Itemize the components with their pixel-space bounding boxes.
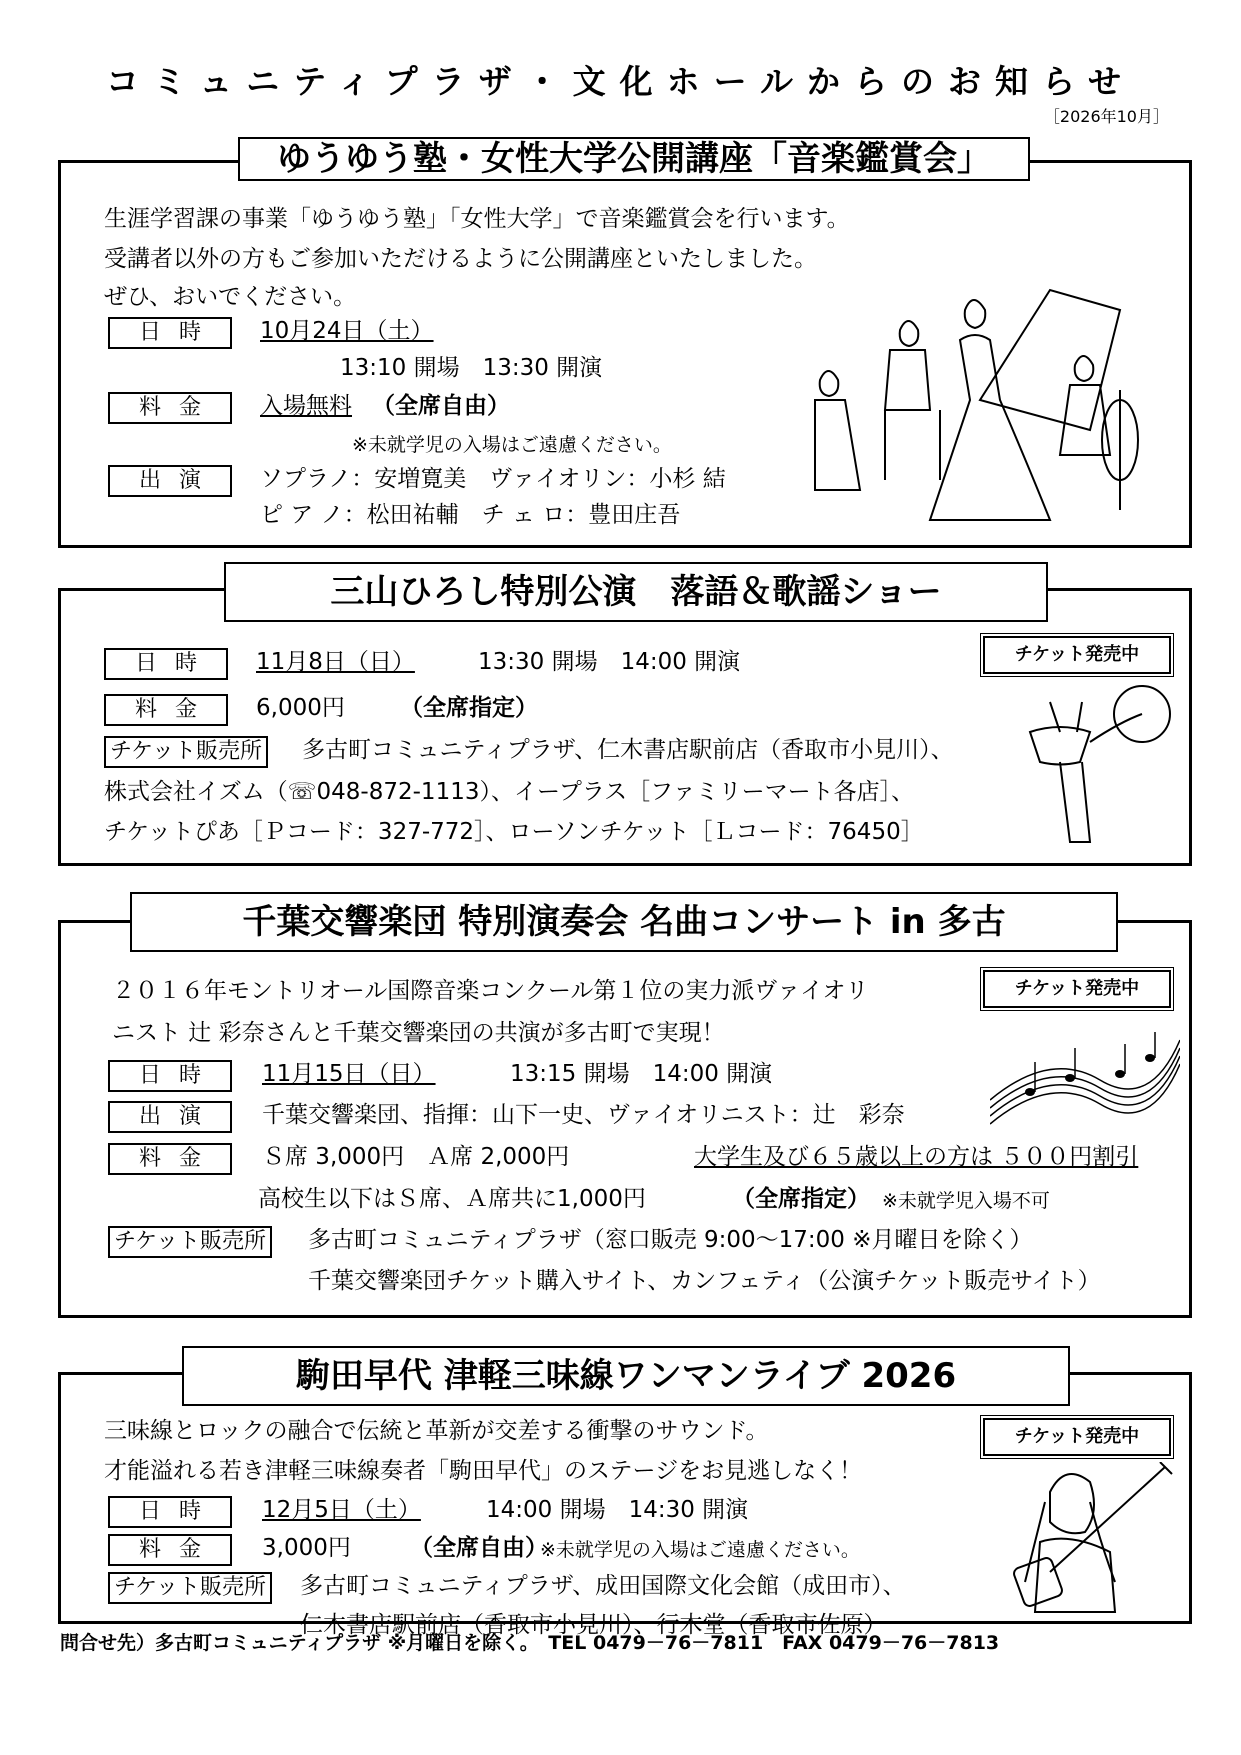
ticket-outlet-line: 株式会社イズム（☏048-872-1113）、イープラス［ファミリーマート各店］、 [104,779,915,805]
cast-line: ソプラノ：安増寛美 ヴァイオリン：小杉 結 [260,466,726,492]
ticket-outlet-label: チケット販売所 [104,736,268,768]
event-time: 13:15 開場 14:00 開演 [510,1061,773,1087]
notice-text: ※未就学児入場不可 [882,1190,1050,1212]
ticket-on-sale-badge: チケット発売中 [983,1418,1171,1456]
cast-label: 出演 [108,465,232,497]
ticket-outlet-label: チケット販売所 [108,1572,272,1604]
section-heading: 三山ひろし特別公演 落語＆歌謡ショー [224,562,1048,622]
fee-value: Ｓ席 3,000円 Ａ席 2,000円 [262,1144,570,1170]
fee-label: 料金 [108,1143,232,1175]
notice-text: ※未就学児の入場はご遠慮ください。 [352,434,672,456]
discount-text: 大学生及び６５歳以上の方は ５００円割引 [694,1144,1139,1170]
section-heading: 千葉交響楽団 特別演奏会 名曲コンサート in 多古 [130,892,1118,952]
issue-date: ［2026年10月］ [1043,107,1169,126]
page-title: コミュニティプラザ・文化ホールからのお知らせ [105,62,1136,101]
fee-value: 3,000円 [262,1535,351,1561]
notice-text: ※未就学児の入場はご遠慮ください。 [540,1539,860,1561]
event-date: 11月15日（日） [262,1061,436,1087]
fee-note: （全席指定） [400,695,538,721]
fee-note: （全席自由） [372,393,510,419]
cast-line: 千葉交響楽団、指揮：山下一史、ヴァイオリニスト：辻 彩奈 [262,1102,905,1128]
intro-text: ２０１６年モントリオール国際音楽コンクール第１位の実力派ヴァイオリ [112,978,869,1004]
ticket-outlet-line: 多古町コミュニティプラザ、仁木書店駅前店（香取市小見川）、 [302,737,954,763]
ticket-on-sale-badge: チケット発売中 [983,636,1171,674]
intro-text: ニスト 辻 彩奈さんと千葉交響楽団の共演が多古町で実現！ [112,1020,725,1046]
ticket-outlet-line: チケットぴあ［Ｐコード：327-772］、ローソンチケット［Ｌコード：76450］ [104,819,924,845]
fee-line: 高校生以下はＳ席、Ａ席共に1,000円 [258,1186,646,1212]
ticket-on-sale-badge: チケット発売中 [983,970,1171,1008]
cast-label: 出演 [108,1101,232,1133]
event-time: 13:10 開場 13:30 開演 [340,355,603,381]
date-label: 日時 [108,1060,232,1092]
intro-text: 生涯学習課の事業「ゆうゆう塾」「女性大学」で音楽鑑賞会を行います。 [104,206,850,232]
event-time: 14:00 開場 14:30 開演 [486,1497,749,1523]
fee-label: 料金 [108,392,232,424]
fee-label: 料金 [108,1534,232,1566]
date-label: 日時 [108,317,232,349]
footer-contact: 問合せ先）多古町コミュニティプラザ ※月曜日を除く。 TEL 0479－76－7811 FAX 0479－76－7813 [60,1632,1000,1654]
fee-value: 入場無料 [260,393,352,419]
event-time: 13:30 開場 14:00 開演 [478,649,741,675]
fee-label: 料金 [104,694,228,726]
shamisen-player-icon [990,1462,1180,1614]
kendama-icon [1020,682,1180,852]
section-heading: 駒田早代 津軽三味線ワンマンライブ 2026 [182,1346,1070,1406]
section-heading: ゆうゆう塾・女性大学公開講座「音楽鑑賞会」 [238,137,1030,181]
date-label: 日時 [104,648,228,680]
event-date: 10月24日（土） [260,318,434,344]
ticket-outlet-line: 多古町コミュニティプラザ、成田国際文化会館（成田市）、 [300,1573,906,1599]
fee-value: 6,000円 [256,695,345,721]
ticket-outlet-line: 仁木書店駅前店（香取市小見川）、行木堂（香取市佐原） [300,1612,887,1638]
ticket-outlet-line: 千葉交響楽団チケット購入サイト、カンフェティ（公演チケット販売サイト） [308,1268,1101,1294]
event-date: 12月5日（土） [262,1497,421,1523]
ticket-outlet-label: チケット販売所 [108,1226,272,1258]
intro-text: 受講者以外の方もご参加いただけるように公開講座といたしました。 [104,246,817,272]
ensemble-illustration-icon [790,270,1170,535]
cast-line: ピ ア ノ：松田祐輔 チ ェ ロ：豊田庄吾 [260,502,681,528]
intro-text: 才能溢れる若き津軽三味線奏者「駒田早代」のステージをお見逃しなく！ [104,1458,863,1484]
date-label: 日時 [108,1496,232,1528]
intro-text: 三味線とロックの融合で伝統と革新が交差する衝撃のサウンド。 [104,1418,769,1444]
intro-text: ぜひ、おいでください。 [104,284,357,310]
fee-note: （全席指定） [732,1186,870,1212]
ticket-outlet-line: 多古町コミュニティプラザ（窓口販売 9:00～17:00 ※月曜日を除く） [308,1227,1033,1253]
fee-note: （全席自由） [410,1535,548,1561]
music-notes-icon [990,1030,1180,1130]
event-date: 11月8日（日） [256,649,415,675]
